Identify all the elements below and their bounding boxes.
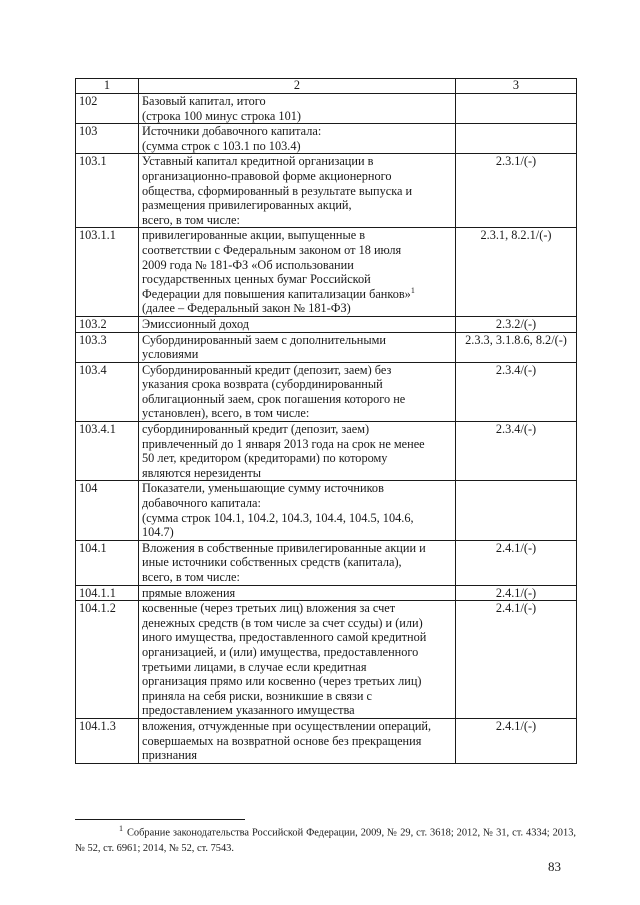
description-line — [142, 734, 452, 749]
row-code: 103.1.1 — [76, 228, 139, 317]
capital-table — [75, 78, 577, 764]
row-description — [139, 362, 456, 421]
description-text: привлеченный до 1 января 2013 года на срок не менее — [142, 436, 425, 451]
description-text: условиями — [142, 347, 199, 362]
description-text: Эмиссионный доход — [142, 316, 250, 331]
row-description — [139, 154, 456, 228]
row-code: 104.1.3 — [76, 718, 139, 763]
description-text: (строка 100 минус строка 101) — [142, 108, 301, 123]
description-line — [142, 645, 452, 660]
description-text: Уставный капитал кредитной организации в — [142, 154, 374, 169]
table-row — [76, 718, 577, 763]
row-description — [139, 585, 456, 601]
description-text: организация прямо или косвенно (через третьих лиц) — [142, 674, 422, 689]
description-text: приняла на себя риски, возникшие в связи с — [142, 688, 373, 703]
table-row — [76, 481, 577, 540]
description-line — [142, 555, 452, 570]
description-text: общества, сформированный в результате выпуска и — [142, 183, 413, 198]
description-line — [142, 422, 452, 437]
description-text: Базовый капитал, итого — [142, 94, 266, 108]
description-text: всего, в том числе: — [142, 212, 240, 227]
footnote-mark: 1 — [119, 824, 123, 833]
description-text: косвенные (через третьих лиц) вложения за счет — [142, 601, 396, 616]
table-row — [76, 540, 577, 585]
column-header: 3 — [456, 79, 577, 94]
description-line — [142, 703, 452, 718]
column-header: 1 — [76, 79, 139, 94]
description-line — [142, 689, 452, 704]
description-text: прямые вложения — [142, 585, 236, 600]
table-row — [76, 228, 577, 317]
row-reference: 2.3.3, 3.1.8.6, 8.2/(-) — [456, 332, 577, 362]
description-line — [142, 601, 452, 616]
description-line — [142, 363, 452, 378]
table-row — [76, 124, 577, 154]
description-line — [142, 748, 452, 763]
row-reference — [456, 94, 577, 124]
description-text: (сумма строк с 103.1 по 103.4) — [142, 138, 301, 153]
description-line — [142, 109, 452, 124]
description-text: Субординированный заем с дополнительными — [142, 332, 386, 347]
row-description — [139, 601, 456, 719]
description-text: 50 лет, кредитором (кредиторами) по которому — [142, 451, 388, 466]
description-line — [142, 466, 452, 481]
description-text: иные источники собственных средств (капитала), — [142, 555, 402, 570]
description-line — [142, 525, 452, 540]
description-text: денежных средств (в том числе за счет ссуды) и (или) — [142, 615, 423, 630]
footnote — [75, 821, 576, 857]
description-text: привилегированные акции, выпущенные в — [142, 228, 366, 243]
row-reference — [456, 124, 577, 154]
row-reference — [456, 481, 577, 540]
table-header-row — [76, 79, 577, 94]
description-line — [142, 258, 452, 273]
description-line — [142, 198, 452, 213]
description-text: добавочного капитала: — [142, 496, 261, 511]
row-reference: 2.4.1/(-) — [456, 718, 577, 763]
row-code: 103.1 — [76, 154, 139, 228]
description-text: третьими лицами, в случае если кредитная — [142, 659, 367, 674]
description-line — [142, 719, 452, 734]
description-text: облигационный заем, срок погашения которого не — [142, 391, 406, 406]
description-text: являются нерезиденты — [142, 465, 261, 480]
description-text: Федерации для повышения капитализации банков» — [142, 286, 411, 301]
table-row — [76, 422, 577, 481]
table-row — [76, 94, 577, 124]
description-line — [142, 347, 452, 362]
description-line — [142, 124, 452, 139]
row-reference: 2.3.1, 8.2.1/(-) — [456, 228, 577, 317]
row-description — [139, 316, 456, 332]
footnote-divider — [75, 819, 245, 820]
row-reference: 2.4.1/(-) — [456, 585, 577, 601]
footnote-reference: 1 — [410, 285, 415, 295]
description-line — [142, 674, 452, 689]
description-line — [142, 287, 452, 302]
description-line — [142, 228, 452, 243]
description-text: 2009 года № 181-ФЗ «Об использовании — [142, 257, 354, 272]
description-line — [142, 154, 452, 169]
description-line — [142, 616, 452, 631]
row-code: 104.1.2 — [76, 601, 139, 719]
table-body — [76, 94, 577, 764]
description-line — [142, 481, 452, 496]
column-header: 2 — [139, 79, 456, 94]
row-code: 102 — [76, 94, 139, 124]
description-text: всего, в том числе: — [142, 570, 240, 584]
description-text: Показатели, уменьшающие сумму источников — [142, 481, 384, 496]
description-line — [142, 437, 452, 452]
description-line — [142, 570, 452, 585]
description-line — [142, 94, 452, 109]
row-description — [139, 481, 456, 540]
description-line — [142, 541, 452, 556]
table-row — [76, 362, 577, 421]
description-text: совершаемых на возвратной основе без прекращения — [142, 733, 422, 748]
table-row — [76, 585, 577, 601]
description-line — [142, 377, 452, 392]
description-line — [142, 301, 452, 316]
description-text: установлен), всего, в том числе: — [142, 406, 310, 421]
description-text: размещения привилегированных акций, — [142, 198, 352, 213]
description-line — [142, 586, 452, 601]
row-reference: 2.4.1/(-) — [456, 601, 577, 719]
row-description — [139, 540, 456, 585]
row-reference: 2.3.2/(-) — [456, 316, 577, 332]
row-code: 103.4 — [76, 362, 139, 421]
description-line — [142, 243, 452, 258]
description-text: указания срока возврата (субординированный — [142, 377, 383, 392]
row-reference: 2.3.4/(-) — [456, 422, 577, 481]
description-line — [142, 213, 452, 228]
description-text: организацией, и (или) имущества, предоставленного — [142, 644, 419, 659]
description-line — [142, 451, 452, 466]
description-line — [142, 511, 452, 526]
description-text: соответствии с Федеральным законом от 18 июля — [142, 242, 402, 257]
row-code: 103.4.1 — [76, 422, 139, 481]
description-line — [142, 333, 452, 348]
description-line — [142, 317, 452, 332]
footnote-text: Собрание законодательства Российской Федерации, 2009, № 29, ст. 3618; 2012, № 31, ст. 4334; 2013, № 52, ст. 6961; 2014, № 52, ст. 7543. — [75, 827, 576, 855]
row-code: 104 — [76, 481, 139, 540]
description-text: Вложения в собственные привилегированные акции и — [142, 540, 426, 555]
description-line — [142, 630, 452, 645]
row-description — [139, 332, 456, 362]
row-reference: 2.3.1/(-) — [456, 154, 577, 228]
description-text: (далее – Федеральный закон № 181-ФЗ) — [142, 301, 351, 316]
row-description — [139, 94, 456, 124]
row-reference: 2.4.1/(-) — [456, 540, 577, 585]
description-text: Источники добавочного капитала: — [142, 124, 322, 139]
table-row — [76, 601, 577, 719]
description-text: 104.7) — [142, 525, 174, 540]
table-row — [76, 316, 577, 332]
row-description — [139, 228, 456, 317]
row-description — [139, 124, 456, 154]
description-line — [142, 406, 452, 421]
description-text: иного имущества, предоставленного самой кредитной — [142, 630, 427, 645]
page-number: 83 — [548, 859, 561, 874]
row-description — [139, 718, 456, 763]
description-line — [142, 660, 452, 675]
description-line — [142, 496, 452, 511]
row-code: 103.2 — [76, 316, 139, 332]
description-text: предоставлением указанного имущества — [142, 703, 355, 718]
description-text: Субординированный кредит (депозит, заем) без — [142, 362, 392, 377]
description-line — [142, 392, 452, 407]
row-description — [139, 422, 456, 481]
description-line — [142, 139, 452, 154]
row-code: 104.1.1 — [76, 585, 139, 601]
description-text: вложения, отчужденные при осуществлении операций, — [142, 718, 432, 733]
description-line — [142, 184, 452, 199]
description-text: государственных ценных бумаг Российской — [142, 272, 371, 287]
description-text: организационно-правовой форме акционерного — [142, 168, 392, 183]
description-line — [142, 272, 452, 287]
description-text: субординированный кредит (депозит, заем) — [142, 422, 370, 437]
description-text: признания — [142, 748, 198, 763]
description-line — [142, 169, 452, 184]
table-row — [76, 332, 577, 362]
row-code: 103 — [76, 124, 139, 154]
description-text: (сумма строк 104.1, 104.2, 104.3, 104.4, 104.5, 104.6, — [142, 510, 414, 525]
row-code: 104.1 — [76, 540, 139, 585]
table-row — [76, 154, 577, 228]
row-code: 103.3 — [76, 332, 139, 362]
row-reference: 2.3.4/(-) — [456, 362, 577, 421]
